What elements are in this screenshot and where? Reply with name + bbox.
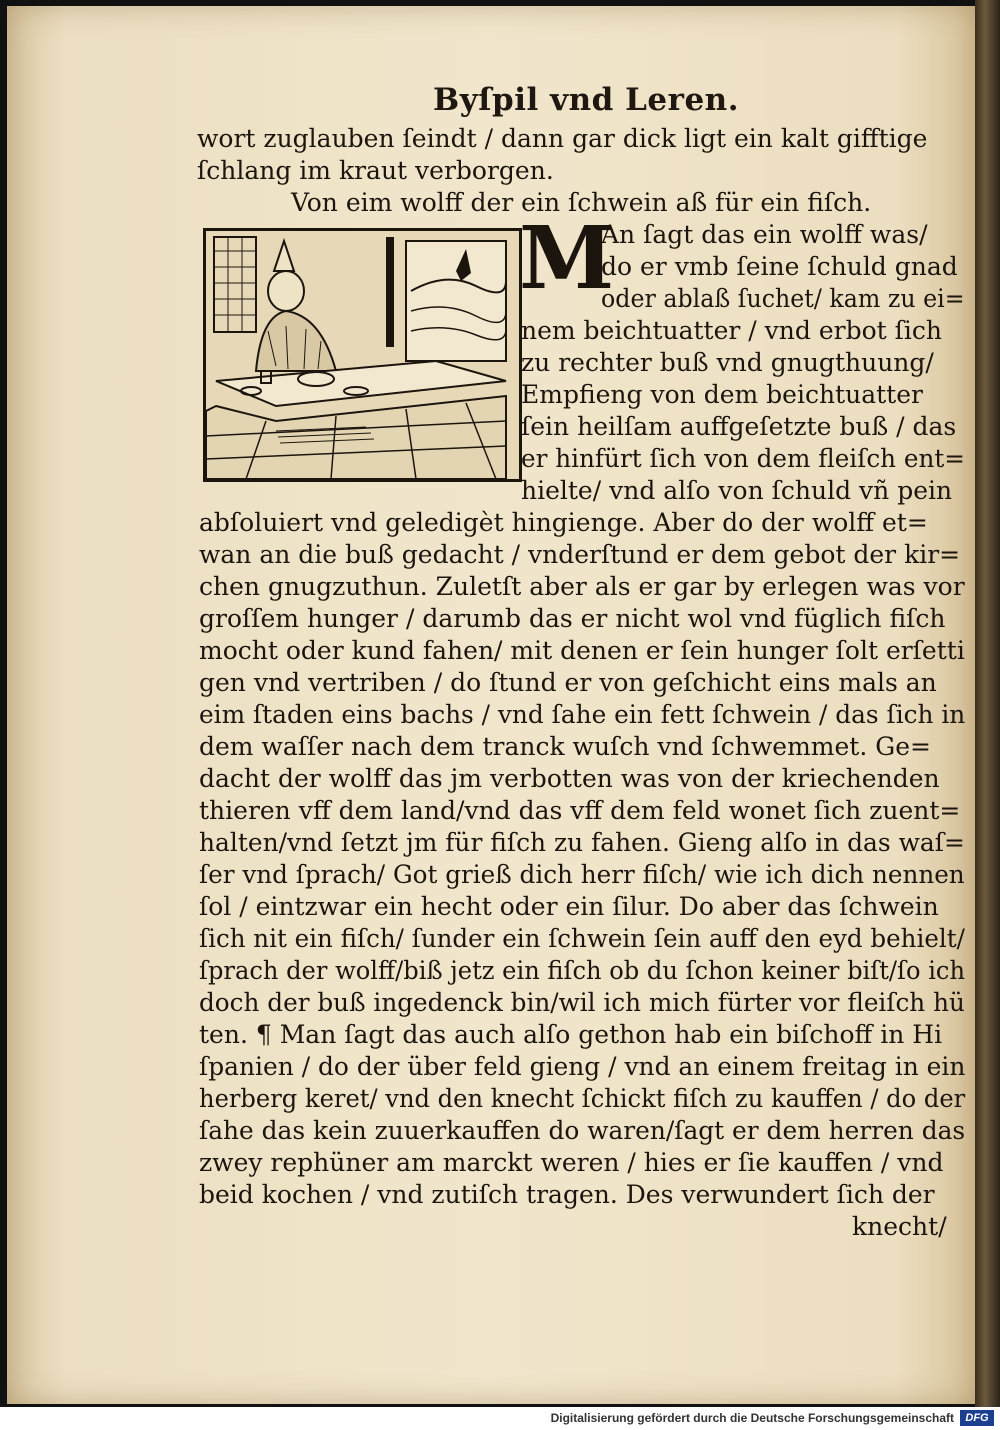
catchword: knecht/ <box>852 1212 947 1241</box>
text-line: beid kochen / vnd zutiſch tragen. Des verwundert ſich der <box>199 1180 935 1209</box>
intro-line: ſchlang im kraut verborgen. <box>197 156 554 185</box>
text-line: ſein heilſam auffgeſetzte buß / das <box>521 412 957 441</box>
text-line: dacht der wolff das jm verbotten was von der kriechenden <box>199 764 940 793</box>
text-line: dem waſſer nach dem tranck wuſch vnd ſchwemmet. Ge= <box>199 732 931 761</box>
text-line: groſſem hunger / darumb das er nicht wol vnd füglich fiſch <box>199 604 946 633</box>
text-line: nem beichtuatter / vnd erbot ſich <box>521 316 942 345</box>
running-head: Byſpil vnd Leren. <box>433 82 739 118</box>
text-line: ſpanien / do der über feld gieng / vnd an einem freitag in ein <box>199 1052 966 1081</box>
text-line: halten/vnd ſetzt jm für fiſch zu fahen. Gieng alſo in das waſ= <box>199 828 965 857</box>
text-line: herberg keret/ vnd den knecht ſchickt fiſch zu kauffen / do der <box>199 1084 966 1113</box>
woodcut-scene <box>206 231 519 479</box>
text-line: mocht oder kund fahen/ mit denen er ſein hunger ſolt erſetti <box>199 636 965 665</box>
text-line: ſol / eintzwar ein hecht oder ein ſilur. Do aber das ſchwein <box>199 892 939 921</box>
decorated-initial: M <box>519 208 615 309</box>
chapter-title: Von eim wolff der ein ſchwein aß für ein fiſch. <box>291 188 872 217</box>
text-line: An ſagt das ein wolff was/ <box>601 220 928 249</box>
text-line: er hinfürt ſich von dem fleiſch ent= <box>521 444 965 473</box>
dfg-logo: DFG <box>960 1410 994 1426</box>
text-line: doch der buß ingedenck bin/wil ich mich fürter vor fleiſch hü <box>199 988 965 1017</box>
text-line: ſer vnd ſprach/ Got grieß dich herr fiſch/ wie ich dich nennen <box>199 860 965 889</box>
funding-note: Digitalisierung gefördert durch die Deutsche Forschungsgemeinschaft <box>550 1411 954 1425</box>
text-line: abſoluiert vnd geledigèt hingienge. Aber do der wolff et= <box>199 508 928 537</box>
text-line: zwey rephüner am marckt weren / hies er ſie kauffen / vnd <box>199 1148 944 1177</box>
text-line: do er vmb ſeine ſchuld gnad <box>601 252 958 281</box>
text-line: oder ablaß ſuchet/ kam zu ei= <box>601 284 965 313</box>
text-line: ten. ¶ Man ſagt das auch alſo gethon hab ein biſchoff in Hi <box>199 1020 943 1049</box>
text-line: Empfieng von dem beichtuatter <box>521 380 923 409</box>
text-line: zu rechter buß vnd gnugthuung/ <box>521 348 934 377</box>
text-line: ſahe das kein zuuerkauffen do waren/ſagt er dem herren das <box>199 1116 966 1145</box>
text-line: gen vnd vertriben / do ſtund er von geſchicht eins mals an <box>199 668 937 697</box>
text-line: hielte/ vnd alſo von ſchuld vñ pein <box>521 476 953 505</box>
text-line: eim ſtaden eins bachs / vnd ſahe ein fett ſchwein / das ſich in <box>199 700 966 729</box>
woodcut-illustration <box>203 228 522 482</box>
book-edge <box>975 0 1000 1407</box>
book-page <box>7 6 975 1404</box>
text-line: wan an die buß gedacht / vnderſtund er dem gebot der kir= <box>199 540 961 569</box>
text-line: chen gnugzuthun. Zuletſt aber als er gar by erlegen was vor <box>199 572 965 601</box>
text-line: ſprach der wolff/biß jetz ein fiſch ob du ſchon keiner biſt/ſo ich <box>199 956 966 985</box>
intro-line: wort zuglauben ſeindt / dann gar dick ligt ein kalt gifftige <box>197 124 928 153</box>
footer-bar <box>0 1407 1000 1430</box>
text-line: thieren vff dem land/vnd das vff dem feld wonet ſich zuent= <box>199 796 961 825</box>
text-line: ſich nit ein fiſch/ ſunder ein ſchwein ſein auff den eyd behielt/ <box>199 924 965 953</box>
